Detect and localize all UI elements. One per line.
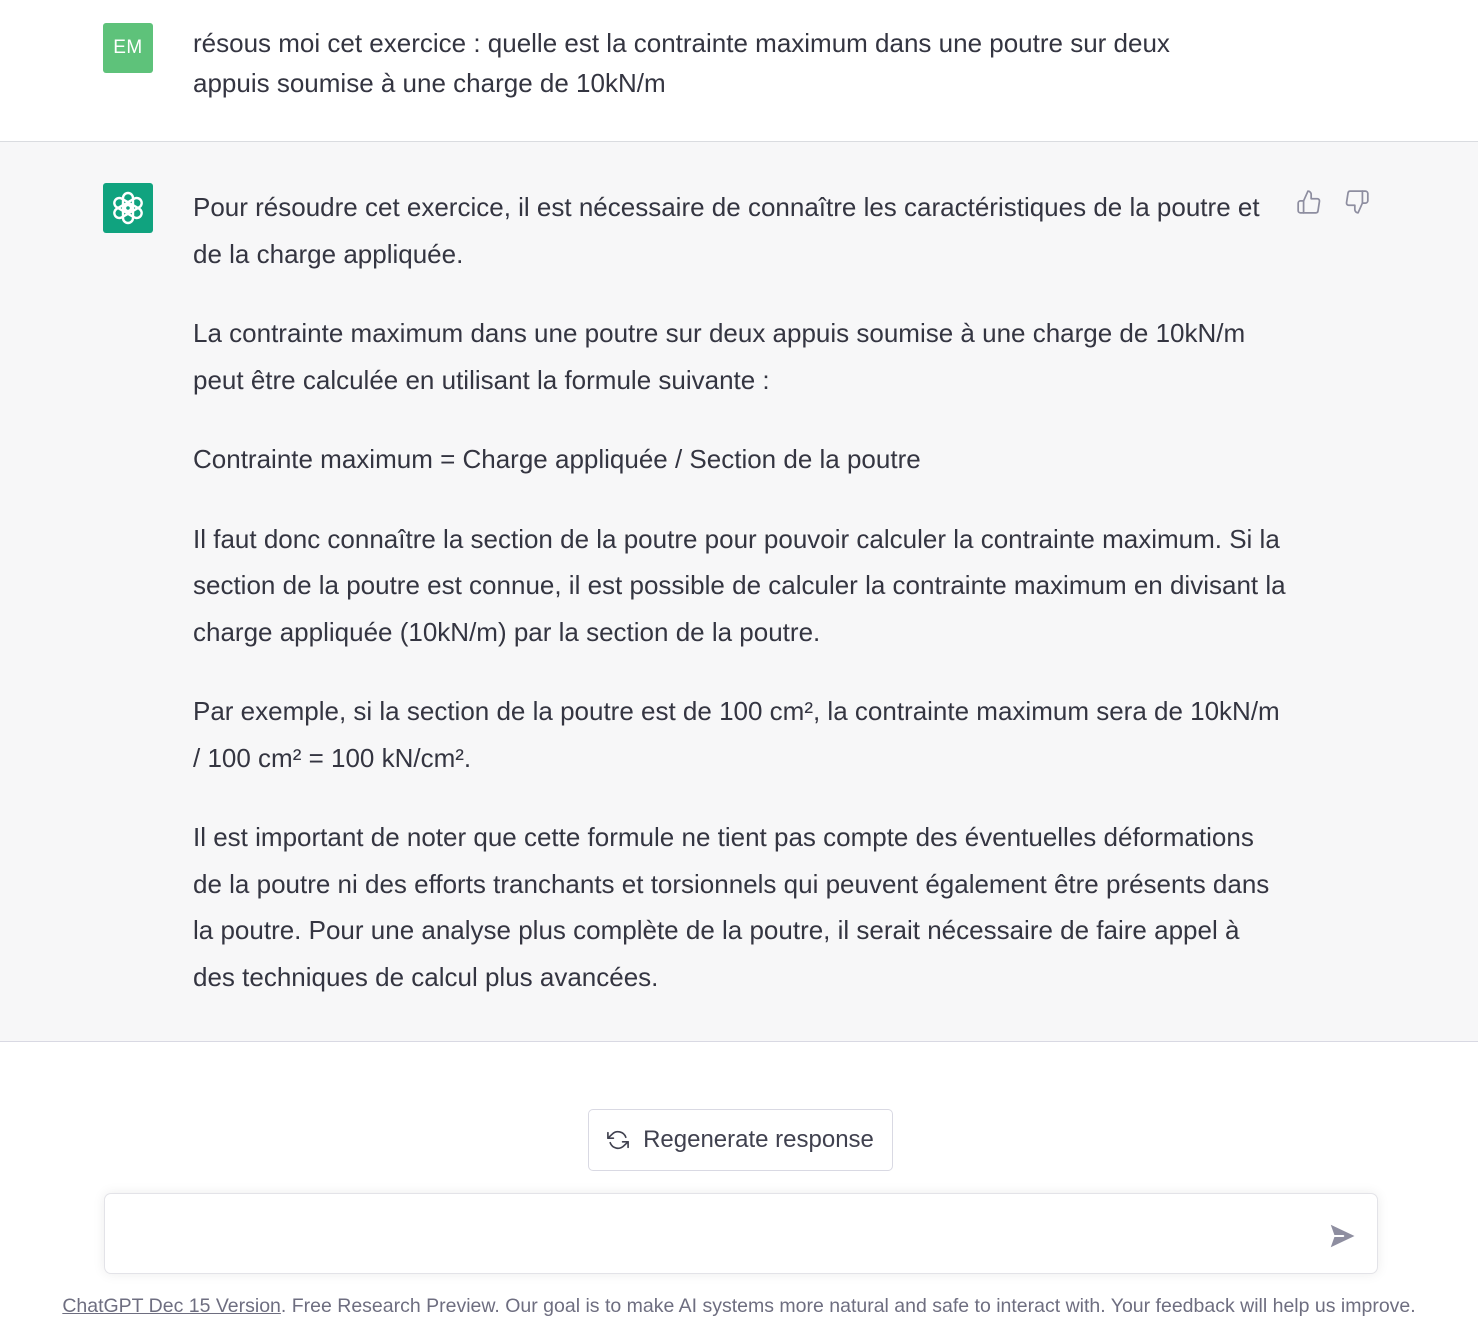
thumbs-up-icon: [1296, 189, 1322, 215]
version-link[interactable]: ChatGPT Dec 15 Version: [62, 1295, 281, 1317]
user-message: [0, 0, 1478, 142]
assistant-paragraph: Il est important de noter que cette formule ne tient pas compte des éventuelles déformations de la poutre ni des efforts tranchants et torsionnels qui peuvent également être présents dans la poutre. Pour une analyse plus complète de la poutre, il serait nécessaire de faire appel à des techniques de calcul plus avancées.: [193, 822, 1270, 992]
send-button[interactable]: [1327, 1221, 1357, 1251]
assistant-paragraph: Pour résoudre cet exercice, il est nécessaire de connaître les caractéristiques de la poutre et de la charge appliquée.: [193, 192, 1260, 269]
footer: [0, 1295, 1478, 1318]
assistant-avatar: [103, 183, 153, 233]
thumbs-down-button[interactable]: [1344, 189, 1370, 215]
user-avatar: EM: [103, 23, 153, 73]
assistant-paragraph: Contrainte maximum = Charge appliquée / Section de la poutre: [193, 444, 921, 474]
openai-logo-icon: [109, 189, 147, 227]
footer-text: . Free Research Preview. Our goal is to make AI systems more natural and safe to interact with. Your feedback will help us improve.: [280, 1295, 1416, 1317]
assistant-paragraph: Il faut donc connaître la section de la poutre pour pouvoir calculer la contrainte maximum. Si la section de la poutre est connue, il est possible de calculer la contrainte maximum en divisant la charge appliquée (10kN/m) par la section de la poutre.: [193, 523, 1286, 647]
message-composer: [104, 1193, 1378, 1274]
assistant-paragraph: Par exemple, si la section de la poutre est de 100 cm², la contrainte maximum sera de 10kN/m / 100 cm² = 100 kN/cm².: [193, 696, 1280, 773]
feedback-buttons: [1296, 189, 1370, 215]
regenerate-response-label: Regenerate response: [643, 1126, 874, 1153]
assistant-message: [0, 142, 1478, 1042]
thumbs-up-button[interactable]: [1296, 189, 1322, 215]
user-message-text: résous moi cet exercice : quelle est la contrainte maximum dans une poutre sur deux appuis soumise à une charge de 10kN/m: [193, 28, 1170, 98]
message-input[interactable]: [127, 1218, 1307, 1252]
thumbs-down-icon: [1344, 189, 1370, 215]
refresh-icon: [607, 1129, 629, 1151]
send-icon: [1327, 1221, 1357, 1251]
regenerate-response-button[interactable]: [588, 1109, 893, 1171]
assistant-paragraph: La contrainte maximum dans une poutre sur deux appuis soumise à une charge de 10kN/m peut être calculée en utilisant la formule suivante :: [193, 318, 1246, 395]
assistant-message-text: [193, 184, 1288, 1000]
